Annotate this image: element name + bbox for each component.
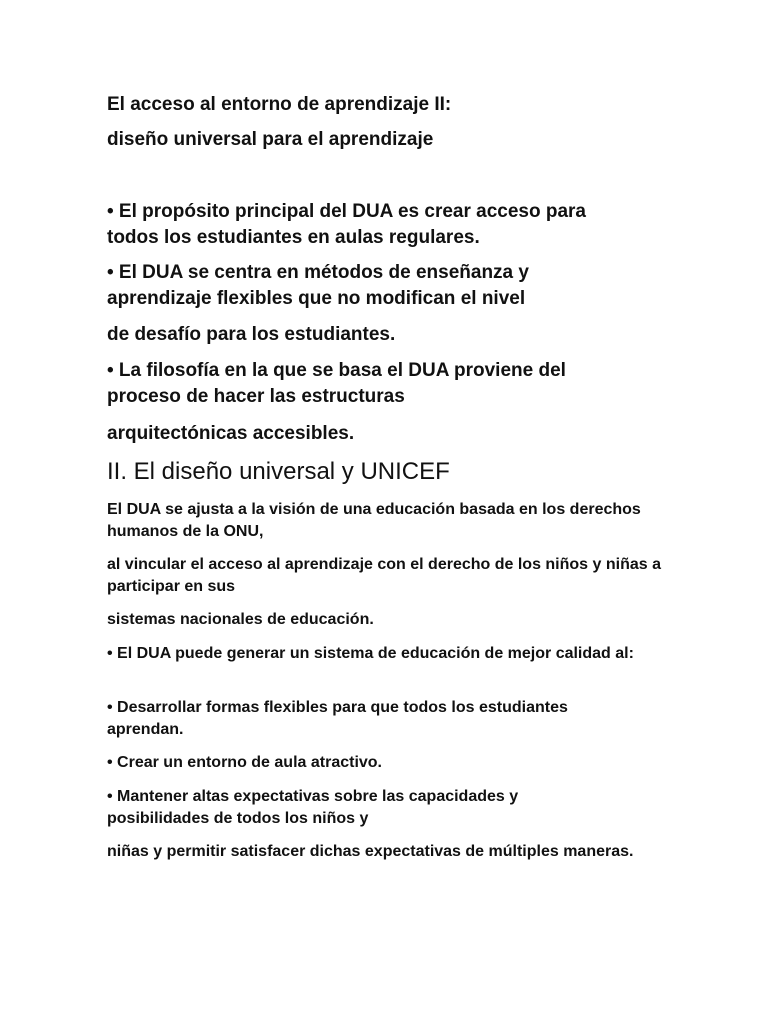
bullet-dua-methods: • El DUA se centra en métodos de enseñanza y aprendizaje flexibles que no modifican el nivel (107, 262, 529, 309)
paragraph-national-systems: sistemas nacionales de educación. (107, 611, 374, 628)
bullet-flexible-forms: • Desarrollar formas flexibles para que todos los estudiantes aprendan. (107, 699, 568, 738)
bullet-dua-philosophy-cont: arquitectónicas accesibles. (107, 423, 355, 444)
title-line-2: diseño universal para el aprendizaje (107, 129, 434, 150)
title-line-1: El acceso al entorno de aprendizaje II: (107, 94, 452, 115)
bullet-classroom-environment: • Crear un entorno de aula atractivo. (107, 754, 382, 771)
bullet-dua-purpose: • El propósito principal del DUA es crear acceso para todos los estudiantes en aulas regulares. (107, 201, 586, 248)
paragraph-human-rights: El DUA se ajusta a la visión de una educación basada en los derechos humanos de la ONU, (107, 501, 641, 540)
section-2-heading: II. El diseño universal y UNICEF (107, 458, 450, 485)
bullet-dua-methods-cont: de desafío para los estudiantes. (107, 324, 396, 345)
bullet-dua-philosophy: • La filosofía en la que se basa el DUA proviene del proceso de hacer las estructuras (107, 360, 566, 407)
paragraph-access-learning: al vincular el acceso al aprendizaje con el derecho de los niños y niñas a participar en sus (107, 556, 661, 595)
bullet-high-expectations: • Mantener altas expectativas sobre las capacidades y posibilidades de todos los niños y (107, 788, 519, 827)
bullet-high-expectations-cont: niñas y permitir satisfacer dichas expectativas de múltiples maneras. (107, 843, 634, 860)
bullet-better-quality: • El DUA puede generar un sistema de educación de mejor calidad al: (107, 645, 634, 662)
